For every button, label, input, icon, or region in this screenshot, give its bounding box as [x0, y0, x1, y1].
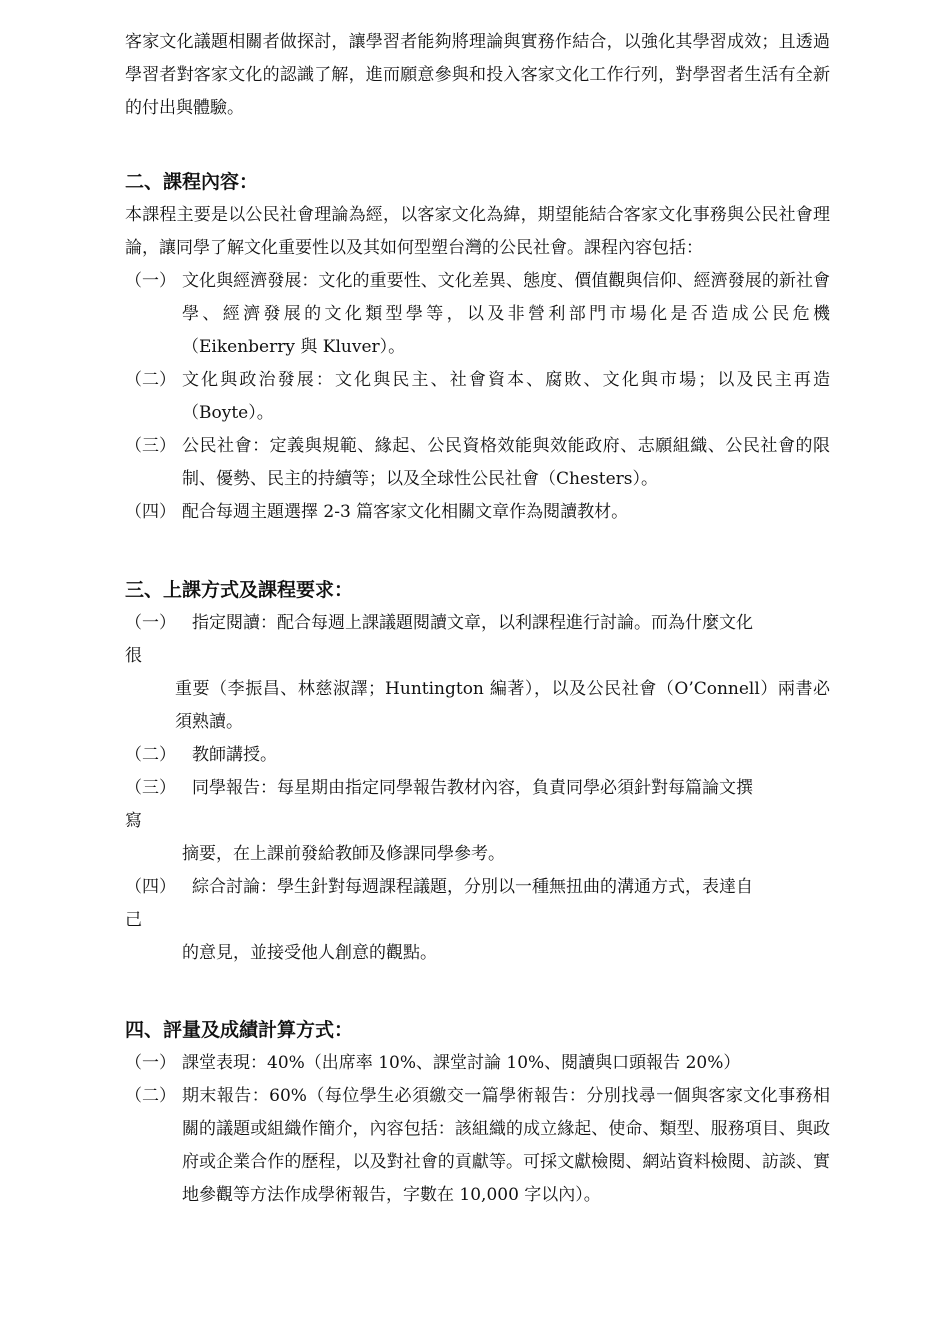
spacer	[125, 970, 830, 1014]
section4-item-1	[125, 1047, 830, 1080]
item-text-line1: 指定閱讀：配合每週上課議題閱讀文章，以利課程進行討論。而為什麼文化	[192, 613, 753, 633]
item-text: 公民社會：定義與規範、緣起、公民資格效能與效能政府、志願組織、公民社會的限制、優勢、民主的持續等；以及全球性公民社會（Chesters）。	[182, 436, 830, 489]
section3-item-1	[125, 607, 830, 739]
item-text: 文化與政治發展：文化與民主、社會資本、腐敗、文化與市場；以及民主再造（Boyte）。	[182, 370, 830, 423]
item-text-line1: 綜合討論：學生針對每週課程議題，分別以一種無扭曲的溝通方式，表達自	[192, 877, 753, 897]
section2-item-1	[125, 265, 830, 364]
item-marker: （二）	[125, 745, 176, 765]
document-page	[125, 26, 830, 1212]
section4-heading: 四、評量及成績計算方式：	[125, 1019, 354, 1041]
item-marker: （二）	[125, 1086, 176, 1106]
section3-item-4	[125, 871, 830, 970]
section2-item-2	[125, 364, 830, 430]
section3-item-2	[125, 739, 830, 772]
item-marker: （一）	[125, 613, 176, 633]
item-marker: （三）	[125, 778, 176, 798]
item-marker: （二）	[125, 370, 176, 390]
item-text-cont: 的意見，並接受他人創意的觀點。	[182, 943, 437, 963]
item-marker: （一）	[125, 1053, 176, 1073]
item-text-line1: 教師講授。	[192, 745, 277, 765]
item-text-line1: 同學報告：每星期由指定同學報告教材內容，負責同學必須針對每篇論文撰	[192, 778, 753, 798]
spacer	[125, 125, 830, 166]
section3-heading: 三、上課方式及課程要求：	[125, 579, 354, 601]
section4-item-2	[125, 1080, 830, 1212]
item-text: 文化與經濟發展：文化的重要性、文化差異、態度、價值觀與信仰、經濟發展的新社會學、經濟發展的文化類型學等，以及非營利部門市場化是否造成公民危機（Eikenberry 與 Kluver）。	[182, 271, 830, 357]
item-marker: （一）	[125, 271, 176, 291]
item-marker: （三）	[125, 436, 176, 456]
section3-item-3	[125, 772, 830, 871]
item-text: 課堂表現：40%（出席率 10%、課堂討論 10%、閱讀與口頭報告 20%）	[182, 1053, 741, 1073]
item-text: 期末報告：60%（每位學生必須繳交一篇學術報告：分別找尋一個與客家文化事務相關的議題或組織作簡介，內容包括：該組織的成立緣起、使命、類型、服務項目、與政府或企業合作的歷程，以及對社會的貢獻等。可採文獻檢閱、網站資料檢閱、訪談、實地參觀等方法作成學術報告，字數在 10,000 字以內）。	[182, 1086, 830, 1205]
spacer	[125, 529, 830, 574]
item-marker: （四）	[125, 502, 176, 522]
section2-item-3	[125, 430, 830, 496]
item-text-cont: 重要（李振昌、林慈淑譯；Huntington 編著），以及公民社會（O’Connell）兩書必須熟讀。	[175, 679, 830, 732]
intro-paragraph: 客家文化議題相關者做探討，讓學習者能夠將理論與實務作結合，以強化其學習成效；且透過學習者對客家文化的認識了解，進而願意參與和投入客家文化工作行列，對學習者生活有全新的付出與體驗。	[125, 32, 830, 118]
item-text-wrap: 寫	[125, 811, 142, 831]
item-text-wrap: 很	[125, 646, 142, 666]
section2-item-4	[125, 496, 830, 529]
item-text-cont: 摘要，在上課前發給教師及修課同學參考。	[182, 844, 505, 864]
section2-intro: 本課程主要是以公民社會理論為經，以客家文化為緯，期望能結合客家文化事務與公民社會理論，讓同學了解文化重要性以及其如何型塑台灣的公民社會。課程內容包括：	[125, 205, 830, 258]
item-text: 配合每週主題選擇 2-3 篇客家文化相關文章作為閱讀教材。	[182, 502, 629, 522]
section2-heading: 二、課程內容：	[125, 171, 259, 193]
item-marker: （四）	[125, 877, 176, 897]
item-text-wrap: 己	[125, 910, 142, 930]
